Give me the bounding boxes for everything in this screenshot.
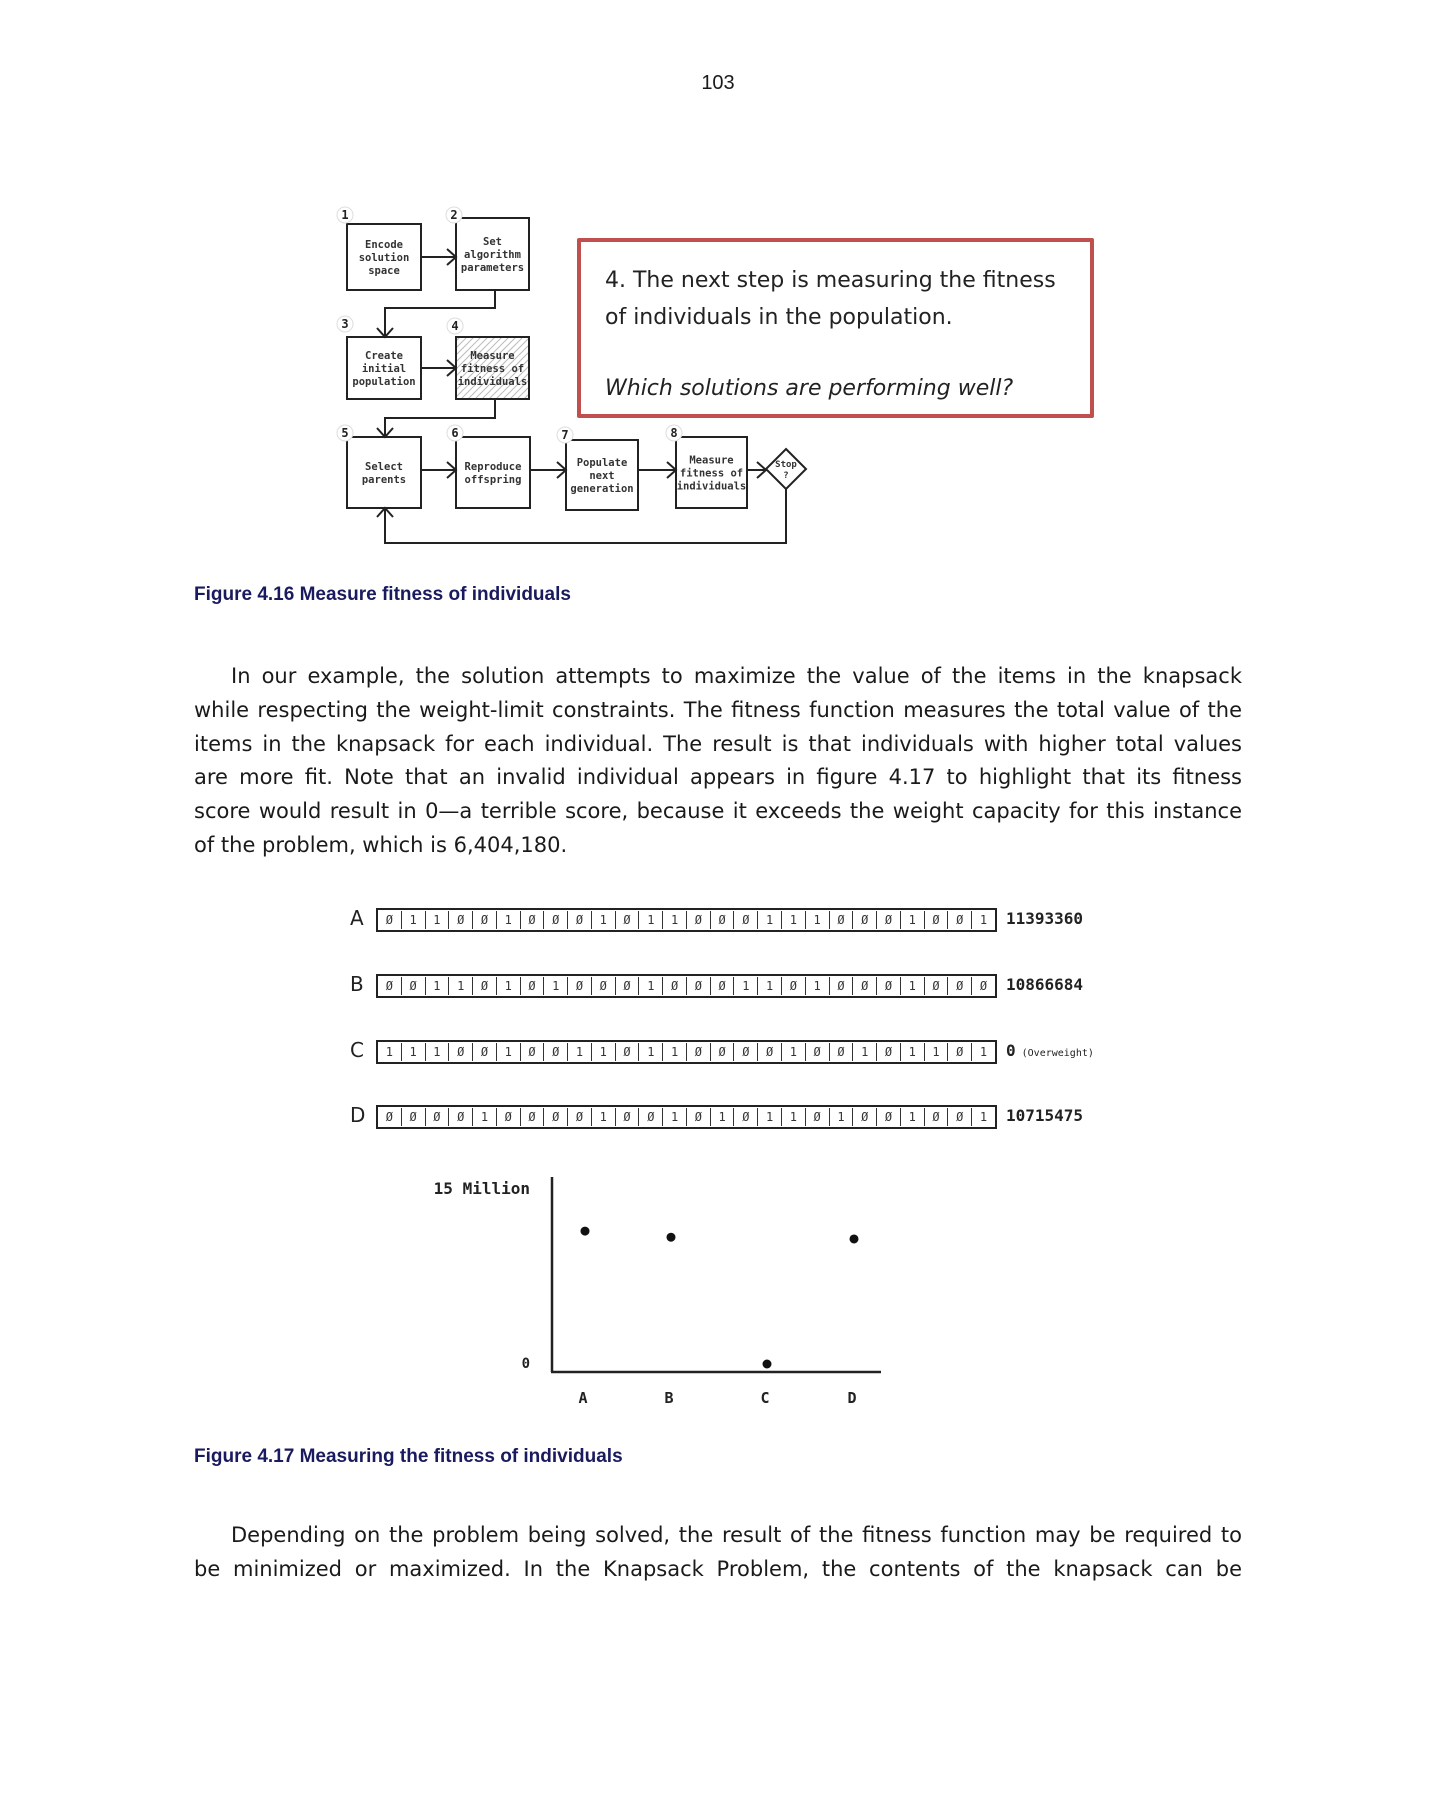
- gene-cell: Ø: [948, 1043, 972, 1061]
- individual-label: B: [350, 972, 364, 996]
- step-label-line: next: [589, 470, 615, 482]
- step-label-line: individuals: [457, 376, 528, 388]
- gene-cell: Ø: [687, 1043, 711, 1061]
- gene-cell: 1: [592, 1108, 616, 1126]
- gene-cell: 1: [426, 977, 450, 995]
- x-tick-label: D: [847, 1389, 857, 1407]
- gene-cell: Ø: [378, 977, 402, 995]
- gene-cell: 1: [449, 977, 473, 995]
- gene-cell: Ø: [853, 977, 877, 995]
- gene-cell: 1: [497, 1043, 521, 1061]
- gene-cell: Ø: [568, 1108, 592, 1126]
- step-label-line: population: [352, 376, 416, 388]
- gene-cell: 1: [901, 1043, 925, 1061]
- step-label-line: parameters: [460, 262, 525, 274]
- fitness-score: 0: [1006, 1041, 1016, 1060]
- callout-question: Which solutions are performing well?: [605, 376, 1014, 401]
- gene-cell: Ø: [616, 1043, 640, 1061]
- individual-label: A: [350, 906, 364, 930]
- gene-cell: 1: [568, 1043, 592, 1061]
- gene-cell: Ø: [521, 1108, 545, 1126]
- gene-cell: 1: [853, 1043, 877, 1061]
- step-label-line: Set: [483, 236, 502, 248]
- gene-cell: Ø: [592, 977, 616, 995]
- figure-4-16-caption: Figure 4.16 Measure fitness of individuals: [194, 584, 571, 605]
- bitstring-A: [376, 908, 997, 932]
- gene-cell: 1: [782, 1043, 806, 1061]
- gene-cell: 1: [782, 1108, 806, 1126]
- bitstring-C: [376, 1040, 997, 1064]
- fitness-value: [1006, 1106, 1083, 1125]
- gene-cell: Ø: [925, 1108, 949, 1126]
- step-label-line: Select: [365, 461, 403, 473]
- step-number: 4: [451, 319, 459, 333]
- data-point-D: [850, 1234, 859, 1243]
- gene-cell: Ø: [830, 977, 854, 995]
- gene-cell: Ø: [853, 911, 877, 929]
- gene-cell: Ø: [402, 977, 426, 995]
- gene-cell: 1: [734, 977, 758, 995]
- paragraph-line: be minimized or maximized. In the Knapsack Problem, the contents of the knapsack can be: [194, 1556, 1242, 1581]
- step-label-line: Populate: [576, 457, 628, 469]
- gene-cell: Ø: [402, 1108, 426, 1126]
- gene-cell: 1: [497, 977, 521, 995]
- gene-cell: Ø: [877, 1043, 901, 1061]
- gene-cell: Ø: [521, 1043, 545, 1061]
- gene-cell: Ø: [449, 911, 473, 929]
- flow-arrow: [385, 489, 786, 543]
- step-label-line: space: [368, 265, 400, 277]
- gene-cell: Ø: [687, 1108, 711, 1126]
- gene-cell: Ø: [979, 979, 988, 993]
- paragraph-line: are more fit. Note that an invalid individual appears in figure 4.17 to highlight that its fitness: [194, 765, 1242, 790]
- step-label-line: solution: [358, 252, 410, 264]
- paragraph-1: [194, 660, 1242, 863]
- gene-cell: Ø: [378, 911, 402, 929]
- gene-cell: Ø: [758, 1043, 782, 1061]
- gene-cell: Ø: [877, 911, 901, 929]
- gene-cell: 1: [402, 911, 426, 929]
- data-point-A: [581, 1227, 590, 1236]
- callout-line-1: 4. The next step is measuring the fitness: [605, 268, 1056, 293]
- gene-cell: Ø: [663, 977, 687, 995]
- gene-cell: Ø: [948, 977, 972, 995]
- step-label-line: parents: [361, 474, 407, 486]
- gene-cell: Ø: [830, 911, 854, 929]
- gene-cell: Ø: [877, 977, 901, 995]
- fitness-value: [1006, 909, 1083, 928]
- gene-cell: Ø: [639, 1108, 663, 1126]
- gene-cell: 1: [426, 911, 450, 929]
- gene-cell: Ø: [616, 911, 640, 929]
- gene-cell: 1: [402, 1043, 426, 1061]
- gene-cell: 1: [901, 911, 925, 929]
- gene-cell: Ø: [521, 977, 545, 995]
- gene-cell: 1: [979, 1110, 988, 1124]
- gene-cell: 1: [473, 1108, 497, 1126]
- callout-box: [577, 238, 1094, 418]
- gene-cell: 1: [758, 1108, 782, 1126]
- gene-cell: Ø: [948, 911, 972, 929]
- gene-cell: Ø: [734, 911, 758, 929]
- gene-cell: Ø: [449, 1108, 473, 1126]
- y-tick-bottom: 0: [521, 1356, 530, 1372]
- gene-cell: Ø: [544, 1043, 568, 1061]
- individual-label: C: [350, 1038, 364, 1062]
- gene-cell: Ø: [687, 911, 711, 929]
- paragraph-line: items in the knapsack for each individual. The result is that individuals with higher total values: [194, 731, 1242, 756]
- step-number: 1: [341, 208, 349, 222]
- gene-cell: 1: [592, 911, 616, 929]
- x-tick-label: C: [760, 1389, 770, 1407]
- gene-cell: 1: [663, 1108, 687, 1126]
- x-tick-label: B: [664, 1389, 674, 1407]
- gene-cell: Ø: [497, 1108, 521, 1126]
- gene-cell: 1: [979, 1045, 988, 1059]
- gene-cell: Ø: [544, 911, 568, 929]
- gene-cell: Ø: [853, 1108, 877, 1126]
- bitstring-D: [376, 1105, 997, 1129]
- callout-line-2: of individuals in the population.: [605, 305, 953, 330]
- gene-cell: Ø: [877, 1108, 901, 1126]
- gene-cell: Ø: [948, 1108, 972, 1126]
- gene-cell: 1: [639, 911, 663, 929]
- fitness-note: (Overweight): [1021, 1048, 1094, 1059]
- step-label-line: Encode: [365, 239, 403, 251]
- decision-label: Stop: [775, 460, 797, 470]
- gene-cell: Ø: [734, 1108, 758, 1126]
- gene-cell: 1: [806, 977, 830, 995]
- gene-cell: 1: [378, 1043, 402, 1061]
- step-label-line: algorithm: [464, 249, 521, 261]
- x-tick-label: A: [578, 1389, 588, 1407]
- gene-cell: Ø: [734, 1043, 758, 1061]
- step-label-line: initial: [361, 363, 407, 375]
- step-number: 3: [341, 317, 349, 331]
- gene-cell: 1: [979, 913, 988, 927]
- step-number: 6: [451, 426, 459, 440]
- step-label-line: Create: [365, 350, 403, 362]
- gene-cell: Ø: [473, 977, 497, 995]
- gene-cell: Ø: [830, 1043, 854, 1061]
- gene-cell: Ø: [521, 911, 545, 929]
- gene-cell: Ø: [806, 1108, 830, 1126]
- y-tick-top: 15 Million: [433, 1179, 530, 1198]
- step-label-line: Reproduce: [464, 461, 522, 473]
- gene-cell: 1: [711, 1108, 735, 1126]
- gene-cell: Ø: [711, 977, 735, 995]
- gene-cell: 1: [901, 1108, 925, 1126]
- step-number: 7: [561, 428, 569, 442]
- paragraph-line: Depending on the problem being solved, the result of the fitness function may be required to: [231, 1523, 1242, 1547]
- data-point-B: [667, 1233, 676, 1242]
- data-point-C: [763, 1360, 772, 1369]
- gene-cell: Ø: [378, 1108, 402, 1126]
- flow-arrow: [385, 399, 495, 437]
- gene-cell: Ø: [449, 1043, 473, 1061]
- gene-cell: Ø: [806, 1043, 830, 1061]
- gene-cell: 1: [925, 1043, 949, 1061]
- flow-arrow: [385, 290, 495, 337]
- gene-cell: Ø: [568, 977, 592, 995]
- paragraph-2: [194, 1519, 1242, 1587]
- paragraph-line: while respecting the weight-limit constraints. The fitness function measures the total value of the: [194, 697, 1242, 722]
- gene-cell: Ø: [687, 977, 711, 995]
- gene-cell: 1: [639, 977, 663, 995]
- gene-cell: 1: [544, 977, 568, 995]
- gene-cell: Ø: [426, 1108, 450, 1126]
- gene-cell: 1: [663, 1043, 687, 1061]
- step-number: 8: [670, 426, 678, 440]
- gene-cell: 1: [639, 1043, 663, 1061]
- fitness-value: [1006, 975, 1083, 994]
- gene-cell: 1: [782, 911, 806, 929]
- gene-cell: Ø: [473, 1043, 497, 1061]
- gene-cell: 1: [592, 1043, 616, 1061]
- step-label-line: Measure: [689, 454, 734, 467]
- gene-cell: Ø: [616, 1108, 640, 1126]
- gene-cell: 1: [758, 977, 782, 995]
- gene-cell: 1: [426, 1043, 450, 1061]
- gene-cell: 1: [758, 911, 782, 929]
- step-label-line: fitness of: [679, 467, 744, 480]
- fitness-score: 10715475: [1006, 1106, 1084, 1125]
- step-number: 2: [450, 208, 458, 222]
- gene-cell: Ø: [782, 977, 806, 995]
- gene-cell: Ø: [616, 977, 640, 995]
- gene-cell: Ø: [568, 911, 592, 929]
- step-number: 5: [341, 426, 349, 440]
- gene-cell: Ø: [925, 911, 949, 929]
- paragraph-line: score would result in 0—a terrible score, because it exceeds the weight capacity for this instance: [194, 799, 1242, 824]
- fitness-value: [1006, 1041, 1094, 1060]
- paragraph-line: of the problem, which is 6,404,180.: [194, 832, 568, 857]
- fitness-score: 11393360: [1006, 909, 1084, 928]
- step-label-line: Measure: [470, 350, 515, 362]
- step-label-line: generation: [570, 483, 634, 495]
- figure-4-17-caption: Figure 4.17 Measuring the fitness of individuals: [194, 1446, 623, 1467]
- gene-cell: Ø: [925, 977, 949, 995]
- gene-cell: 1: [663, 911, 687, 929]
- step-label-line: offspring: [464, 474, 522, 486]
- bitstring-B: [376, 974, 997, 998]
- fitness-score: 10866684: [1006, 975, 1084, 994]
- decision-label: ?: [783, 471, 789, 481]
- gene-cell: 1: [901, 977, 925, 995]
- gene-cell: 1: [830, 1108, 854, 1126]
- gene-cell: 1: [806, 911, 830, 929]
- step-label-line: individuals: [676, 480, 747, 493]
- step-label-line: fitness of: [460, 363, 525, 375]
- paragraph-line: In our example, the solution attempts to maximize the value of the items in the knapsack: [231, 664, 1242, 688]
- gene-cell: 1: [497, 911, 521, 929]
- gene-cell: Ø: [473, 911, 497, 929]
- fitness-chart: [0, 1150, 1000, 1420]
- gene-cell: Ø: [711, 911, 735, 929]
- page-number: 103: [701, 72, 735, 94]
- gene-cell: Ø: [544, 1108, 568, 1126]
- gene-cell: Ø: [711, 1043, 735, 1061]
- individual-label: D: [350, 1103, 366, 1127]
